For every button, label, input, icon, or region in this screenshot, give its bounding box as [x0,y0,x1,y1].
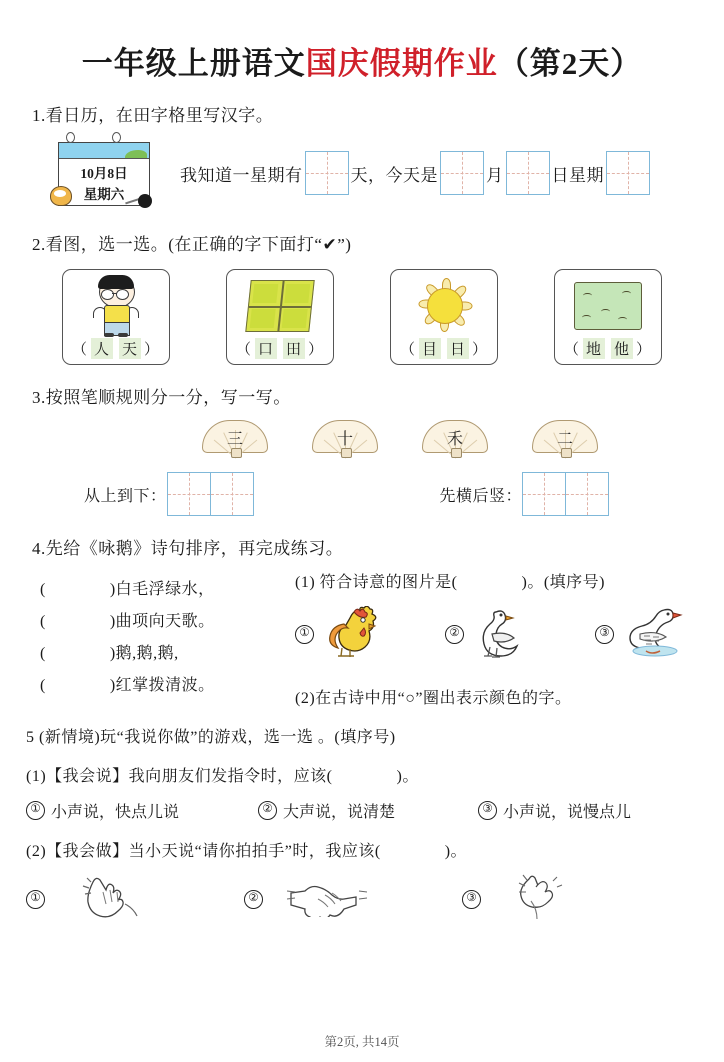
question-1-heading: 1.看日历，在田字格里写汉字。 [32,106,274,125]
fan-icon-1[interactable] [202,420,268,458]
question-4-bird-images [295,606,698,663]
fan-char-4: 二 [556,431,573,448]
tianzige-box-right-1[interactable] [522,472,566,516]
card-4-close: ） [636,342,653,358]
bird-option-1[interactable] [295,606,445,663]
question-5-sub-2[interactable] [26,838,698,861]
title-part1: 一年级上册语文 [81,46,306,81]
card-1-options [63,338,169,359]
stroke-label-horizontal-first: 先横后竖： [439,487,523,505]
q5-option-3-number: ③ [478,801,497,820]
card-3-options [391,338,497,359]
q5-option-1[interactable] [26,799,258,822]
hand-3-number: ③ [462,890,481,909]
question-5-heading: 5 (新情境)玩“我说你做”的游戏，选一选 。(填序号) [26,729,396,746]
poem-1-open: ( [40,581,46,598]
clapping-hands-icon [79,874,141,925]
stroke-label-top-to-bottom: 从上到下： [84,487,167,505]
card-4-option-a[interactable]: 地 [583,338,605,359]
fan-char-2: 十 [336,431,353,448]
sentence-seg-3: 月 [486,165,504,185]
q5-sub1-prefix: (1)【我会说】我向朋友们发指令时，应该( [26,768,333,785]
tianzige-box-right-2[interactable] [565,472,609,516]
q5-option-2-number: ② [258,801,277,820]
bird-option-3[interactable] [595,606,690,663]
question-4-body [26,567,698,708]
sentence-seg-2: 天，今天是 [350,165,438,185]
poem-1-text: 白毛浮绿水， [115,581,215,598]
hand-option-2[interactable] [244,877,462,922]
q5-option-2-text: 大声说，说清楚 [283,804,396,821]
worksheet-page [0,38,724,1062]
poem-3-open: ( [40,645,46,662]
tianzige-box-day[interactable] [506,151,550,195]
q4-sub1-prefix: (1) 符合诗意的图片是( [295,574,458,591]
question-4-heading: 4.先给《咏鹅》诗句排序，再完成练习。 [32,539,344,558]
card-3-open: （ [399,342,416,358]
poem-3-close: ) [109,645,116,662]
card-3-option-a[interactable]: 目 [419,338,441,359]
goose-standing-icon [470,606,528,663]
sentence-seg-1: 我知道一星期有 [180,165,303,185]
question-1-row [26,134,698,212]
poem-4-open: ( [40,677,46,694]
swan-swimming-icon [620,606,690,663]
question-4-sub-1[interactable] [295,569,698,592]
black-ball-icon [138,194,152,208]
question-3-fans [202,420,698,458]
green-field-icon [555,274,661,336]
picture-card-3[interactable] [390,269,498,365]
q5-option-1-text: 小声说，快点儿说 [51,804,180,821]
hand-1-number: ① [26,890,45,909]
card-1-close: ） [144,342,161,358]
boy-icon [63,274,169,336]
hand-option-1[interactable] [26,874,244,925]
card-4-options [555,338,661,359]
question-5-sub-1[interactable] [26,763,698,786]
question-2-cards [62,269,662,365]
rooster-icon [320,606,382,663]
poem-4-text: 红掌拨清波。 [115,677,215,694]
poem-line-1[interactable] [40,576,295,599]
q4-sub1-suffix: )。(填序号) [521,574,605,591]
fan-icon-4[interactable] [532,420,598,458]
card-1-option-b[interactable]: 天 [119,338,141,359]
picture-card-4[interactable] [554,269,662,365]
question-1-sentence [180,151,652,195]
fan-icon-2[interactable] [312,420,378,458]
question-3-answer-row [26,472,698,516]
question-5-options-2 [26,873,698,926]
q5-option-3[interactable] [478,799,631,822]
bird-2-number: ② [445,625,464,644]
card-4-open: （ [563,342,580,358]
q5-sub2-suffix: )。 [444,843,468,860]
card-3-close: ） [472,342,489,358]
calendar-date: 10月8日 [80,166,128,181]
card-2-options [227,338,333,359]
card-2-option-a[interactable]: 口 [255,338,277,359]
card-4-option-b[interactable]: 他 [611,338,633,359]
poem-1-close: ) [109,581,116,598]
poem-line-4[interactable] [40,672,295,695]
poem-line-2[interactable] [40,608,295,631]
page-footer: 第2页, 共14页 [324,1035,400,1049]
bird-3-number: ③ [595,625,614,644]
card-2-option-b[interactable]: 田 [283,338,305,359]
fan-char-3: 禾 [446,431,463,448]
poem-2-text: 曲项向天歌。 [115,613,215,630]
bird-1-number: ① [295,625,314,644]
calendar-icon [50,136,154,210]
calendar-weekday: 星期六 [83,187,125,202]
q5-option-1-number: ① [26,801,45,820]
rice-field-icon [227,274,333,336]
sentence-seg-4: 日星期 [551,165,604,185]
title-part2: （第2天） [497,46,643,81]
q5-option-3-text: 小声说，说慢点儿 [503,804,632,821]
poem-3-text: 鹅,鹅,鹅, [115,645,179,662]
card-1-option-a[interactable]: 人 [91,338,113,359]
q5-option-2[interactable] [258,799,478,822]
poem-4-close: ) [109,677,116,694]
title-highlight: 国庆假期作业 [305,46,498,81]
card-1-open: （ [71,342,88,358]
praying-hands-icon [509,873,567,926]
fan-icon-3[interactable] [422,420,488,458]
picture-card-1[interactable] [62,269,170,365]
question-4-sub-2: (2)在古诗中用“○”圈出表示颜色的字。 [295,690,572,707]
question-2-heading: 2.看图，选一选。(在正确的字下面打“✔”) [32,235,352,254]
tianzige-pair-right[interactable] [522,472,609,516]
card-2-close: ） [308,342,325,358]
bird-option-2[interactable] [445,606,595,663]
sun-icon [391,274,497,336]
card-3-option-b[interactable]: 日 [447,338,469,359]
question-3-heading: 3.按照笔顺规则分一分，写一写。 [32,388,291,407]
card-2-open: （ [235,342,252,358]
mouse-figure-icon [50,186,72,206]
hand-2-number: ② [244,890,263,909]
tianzige-box-left-2[interactable] [210,472,254,516]
fan-char-1: 三 [226,431,243,448]
tianzige-box-month[interactable] [440,151,484,195]
q5-sub2-prefix: (2)【我会做】当小天说“请你拍拍手”时，我应该( [26,843,381,860]
picture-card-2[interactable] [226,269,334,365]
page-title [26,38,698,83]
tianzige-pair-left[interactable] [167,472,254,516]
handshake-icon [287,877,367,922]
poem-line-3[interactable] [40,640,295,663]
tianzige-box-left-1[interactable] [167,472,211,516]
tianzige-box-weekday[interactable] [606,151,650,195]
hand-option-3[interactable] [462,873,567,926]
q5-sub1-suffix: )。 [396,768,419,785]
tianzige-box-days[interactable] [305,151,349,195]
poem-2-open: ( [40,613,46,630]
question-5-options-1 [26,799,698,822]
poem-2-close: ) [109,613,116,630]
question-4-right-column [295,567,698,708]
poem-ordering-list [26,567,295,708]
